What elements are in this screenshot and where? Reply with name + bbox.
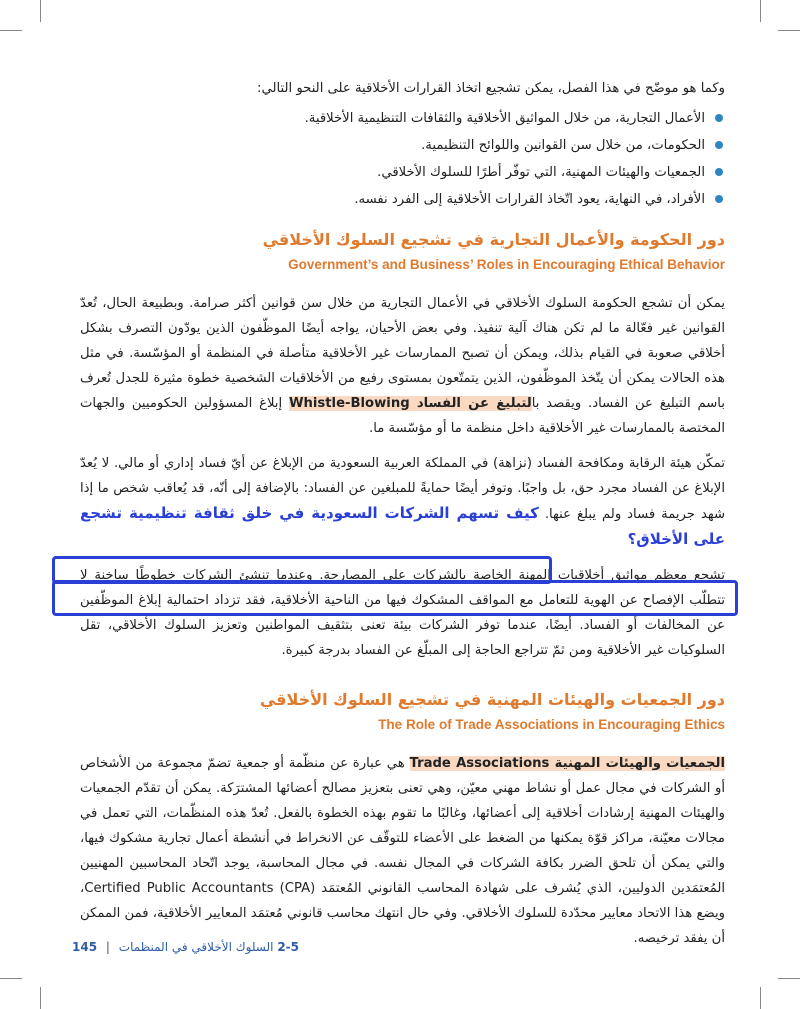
page-number: 145 xyxy=(72,940,98,954)
crop-mark xyxy=(40,987,41,1009)
section-heading-arabic: دور الجمعيات والهيئات المهنية في تشجيع السلوك الأخلاقي xyxy=(259,690,725,709)
crop-mark xyxy=(40,0,41,22)
bullet-icon xyxy=(715,114,723,122)
highlighted-term: لتبليغ عن الفساد Whistle-Blowing xyxy=(288,396,532,411)
footer-divider: | xyxy=(105,940,110,954)
section-heading-english: Government’s and Business’ Roles in Encouraging Ethical Behavior xyxy=(288,257,725,272)
crop-mark xyxy=(0,978,22,979)
paragraph: تشجع معظم مواثيق أخلاقيات المهنة الخاصة بالشركات على المصارحة. وعندما تنشئ الشركات خطوطًا ساخنة لا تتطلّب الإفصاح عن الهوية للتعامل مع المواقف المشكوك فيها من الناحية الأخلاقية، فقد تزداد احتمالية إبلاغ الموظّفين عن المخالفات أو الفساد. أيضًا، عندما توفر الشركات بيئة تعنى بتثقيف المواطنين وتعزيز السلوك الأخلاقي، تقل السلوكيات غير الأخلاقية ومن ثمّ تتراجع الحاجة إلى المبلّغ عن الفساد بدرجة كبيرة. xyxy=(80,568,725,658)
spacer xyxy=(80,441,725,451)
chapter-title: السلوك الأخلاقي في المنظمات xyxy=(118,940,274,954)
list-item: الأفراد، في النهاية، يعود اتّخاذ القرارات الأخلاقية إلى الفرد نفسه. xyxy=(80,186,725,213)
list-item: الأعمال التجارية، من خلال المواثيق الأخلاقية والثقافات التنظيمية الأخلاقية. xyxy=(80,105,725,132)
chapter-code: 2-5 xyxy=(277,940,299,954)
bullet-icon xyxy=(715,168,723,176)
list-item: الحكومات، من خلال سن القوانين واللوائح التنظيمية. xyxy=(80,132,725,159)
crop-mark xyxy=(760,987,761,1009)
bullet-icon xyxy=(715,195,723,203)
paragraph: الجمعيات والهيئات المهنية Trade Associations هي عبارة عن منظّمة أو جمعية تضمّ مجموعة من الأشخاص أو الشركات في مجال عمل أو نشاط مهني معيّن، وهي تعنى بتعزيز مصالح أعضائها المشترَكة. يمكن أن تقدّم الجمعيات والهيئات المهنية إرشادات أخلاقية إلى أعضائها، وغالبًا ما تقوم بهذه الخطوة بالفعل. تُعدّ هذه المنظّمات، التي تعمل في مجالات معيّنة، مراكز قوّة يمكنها من الضغط على الأعضاء للتوقّف عن الانخراط في أنشطة أعمال تجارية مشكوك فيها، والتي يمكن أن تلحق الضرر بكافة الشركات في المجال نفسه. في مجال المحاسبة، يوجد اتّحاد المحاسبين المهنيين المُعتمَدين الدوليين، الذي يُشرف على شهادة المحاسب القانوني المُعتمَد (CPA) Certified Public Accountants، ويضع هذا الاتحاد معايير محدّدة للسلوك الأخلاقي. وفي حال انتهك محاسب قانوني مُعتمَد المعايير الأخلاقية، فمن الممكن أن يفقد ترخيصه. xyxy=(80,756,726,946)
highlighted-term: الجمعيات والهيئات المهنية Trade Associations xyxy=(409,756,726,771)
section-heading-english: The Role of Trade Associations in Encouraging Ethics xyxy=(378,717,725,732)
crop-mark xyxy=(778,30,800,31)
paragraph: تمكّن هيئة الرقابة ومكافحة الفساد (نزاهة) في المملكة العربية السعودية من الإبلاغ عن أيّ فساد إداري أو مالي. لا يُعدّ الإبلاغ عن الفساد مجرد حق، بل واجبًا. وتوفر أيضًا حمايةً للمبلغين عن الفساد: بالإضافة إلى أنّه، قد يُعاقب شخص ما إذا شهد جريمة فساد ولم يبلغ عنها. كيف تسهم الشركات السعودية في خلق ثقافة تنظيمية تشجع على الأخلاق؟ xyxy=(80,456,725,548)
page-footer xyxy=(72,940,305,954)
bullet-icon xyxy=(715,141,723,149)
spacer xyxy=(80,663,725,681)
intro-text: وكما هو موضّح في هذا الفصل، يمكن تشجيع اتخاذ القرارات الأخلاقية على النحو التالي: xyxy=(257,81,725,96)
annotation-box xyxy=(52,580,738,616)
crop-mark xyxy=(0,30,22,31)
crop-mark xyxy=(778,978,800,979)
section-heading-arabic: دور الحكومة والأعمال التجارية في تشجيع السلوك الأخلاقي xyxy=(262,230,725,249)
page-content xyxy=(80,72,725,951)
bullet-list xyxy=(80,105,725,213)
list-item: الجمعيات والهيئات المهنية، التي توفّر أطرًا للسلوك الأخلاقي. xyxy=(80,159,725,186)
crop-mark xyxy=(760,0,761,22)
paragraph: يمكن أن تشجع الحكومة السلوك الأخلاقي في الأعمال التجارية من خلال سن قوانين أكثر صرامة. وبطبيعة الحال، تُعدّ القوانين غير فعّالة ما لم تكن هناك آلية تنفيذ. وفي بعض الأحيان، يواجه أيضًا الموظّفون الذين يودّون التصرف بشكل أخلاقي صعوبة في القيام بذلك، ويمكن أن تصبح الممارسات غير الأخلاقية متأصلة في المنظمة أو المؤسّسة. في مثل هذه الحالات يمكن أن يتّخذ الموظّفون، الذين يتمتّعون بمستوى رفيع من الأخلاقيات الشخصية خطوة مثيرة للجدل تُعرف باسم التبليغ عن الفساد. ويقصد بالتبليغ عن الفساد Whistle-Blowing إبلاغ المسؤولين الحكوميين والجهات المختصة بالممارسات غير الأخلاقية داخل منظمة ما أو مؤسّسة ما. xyxy=(80,296,725,436)
handwritten-question: كيف تسهم الشركات السعودية في خلق ثقافة تنظيمية تشجع على الأخلاق؟ xyxy=(80,504,725,548)
